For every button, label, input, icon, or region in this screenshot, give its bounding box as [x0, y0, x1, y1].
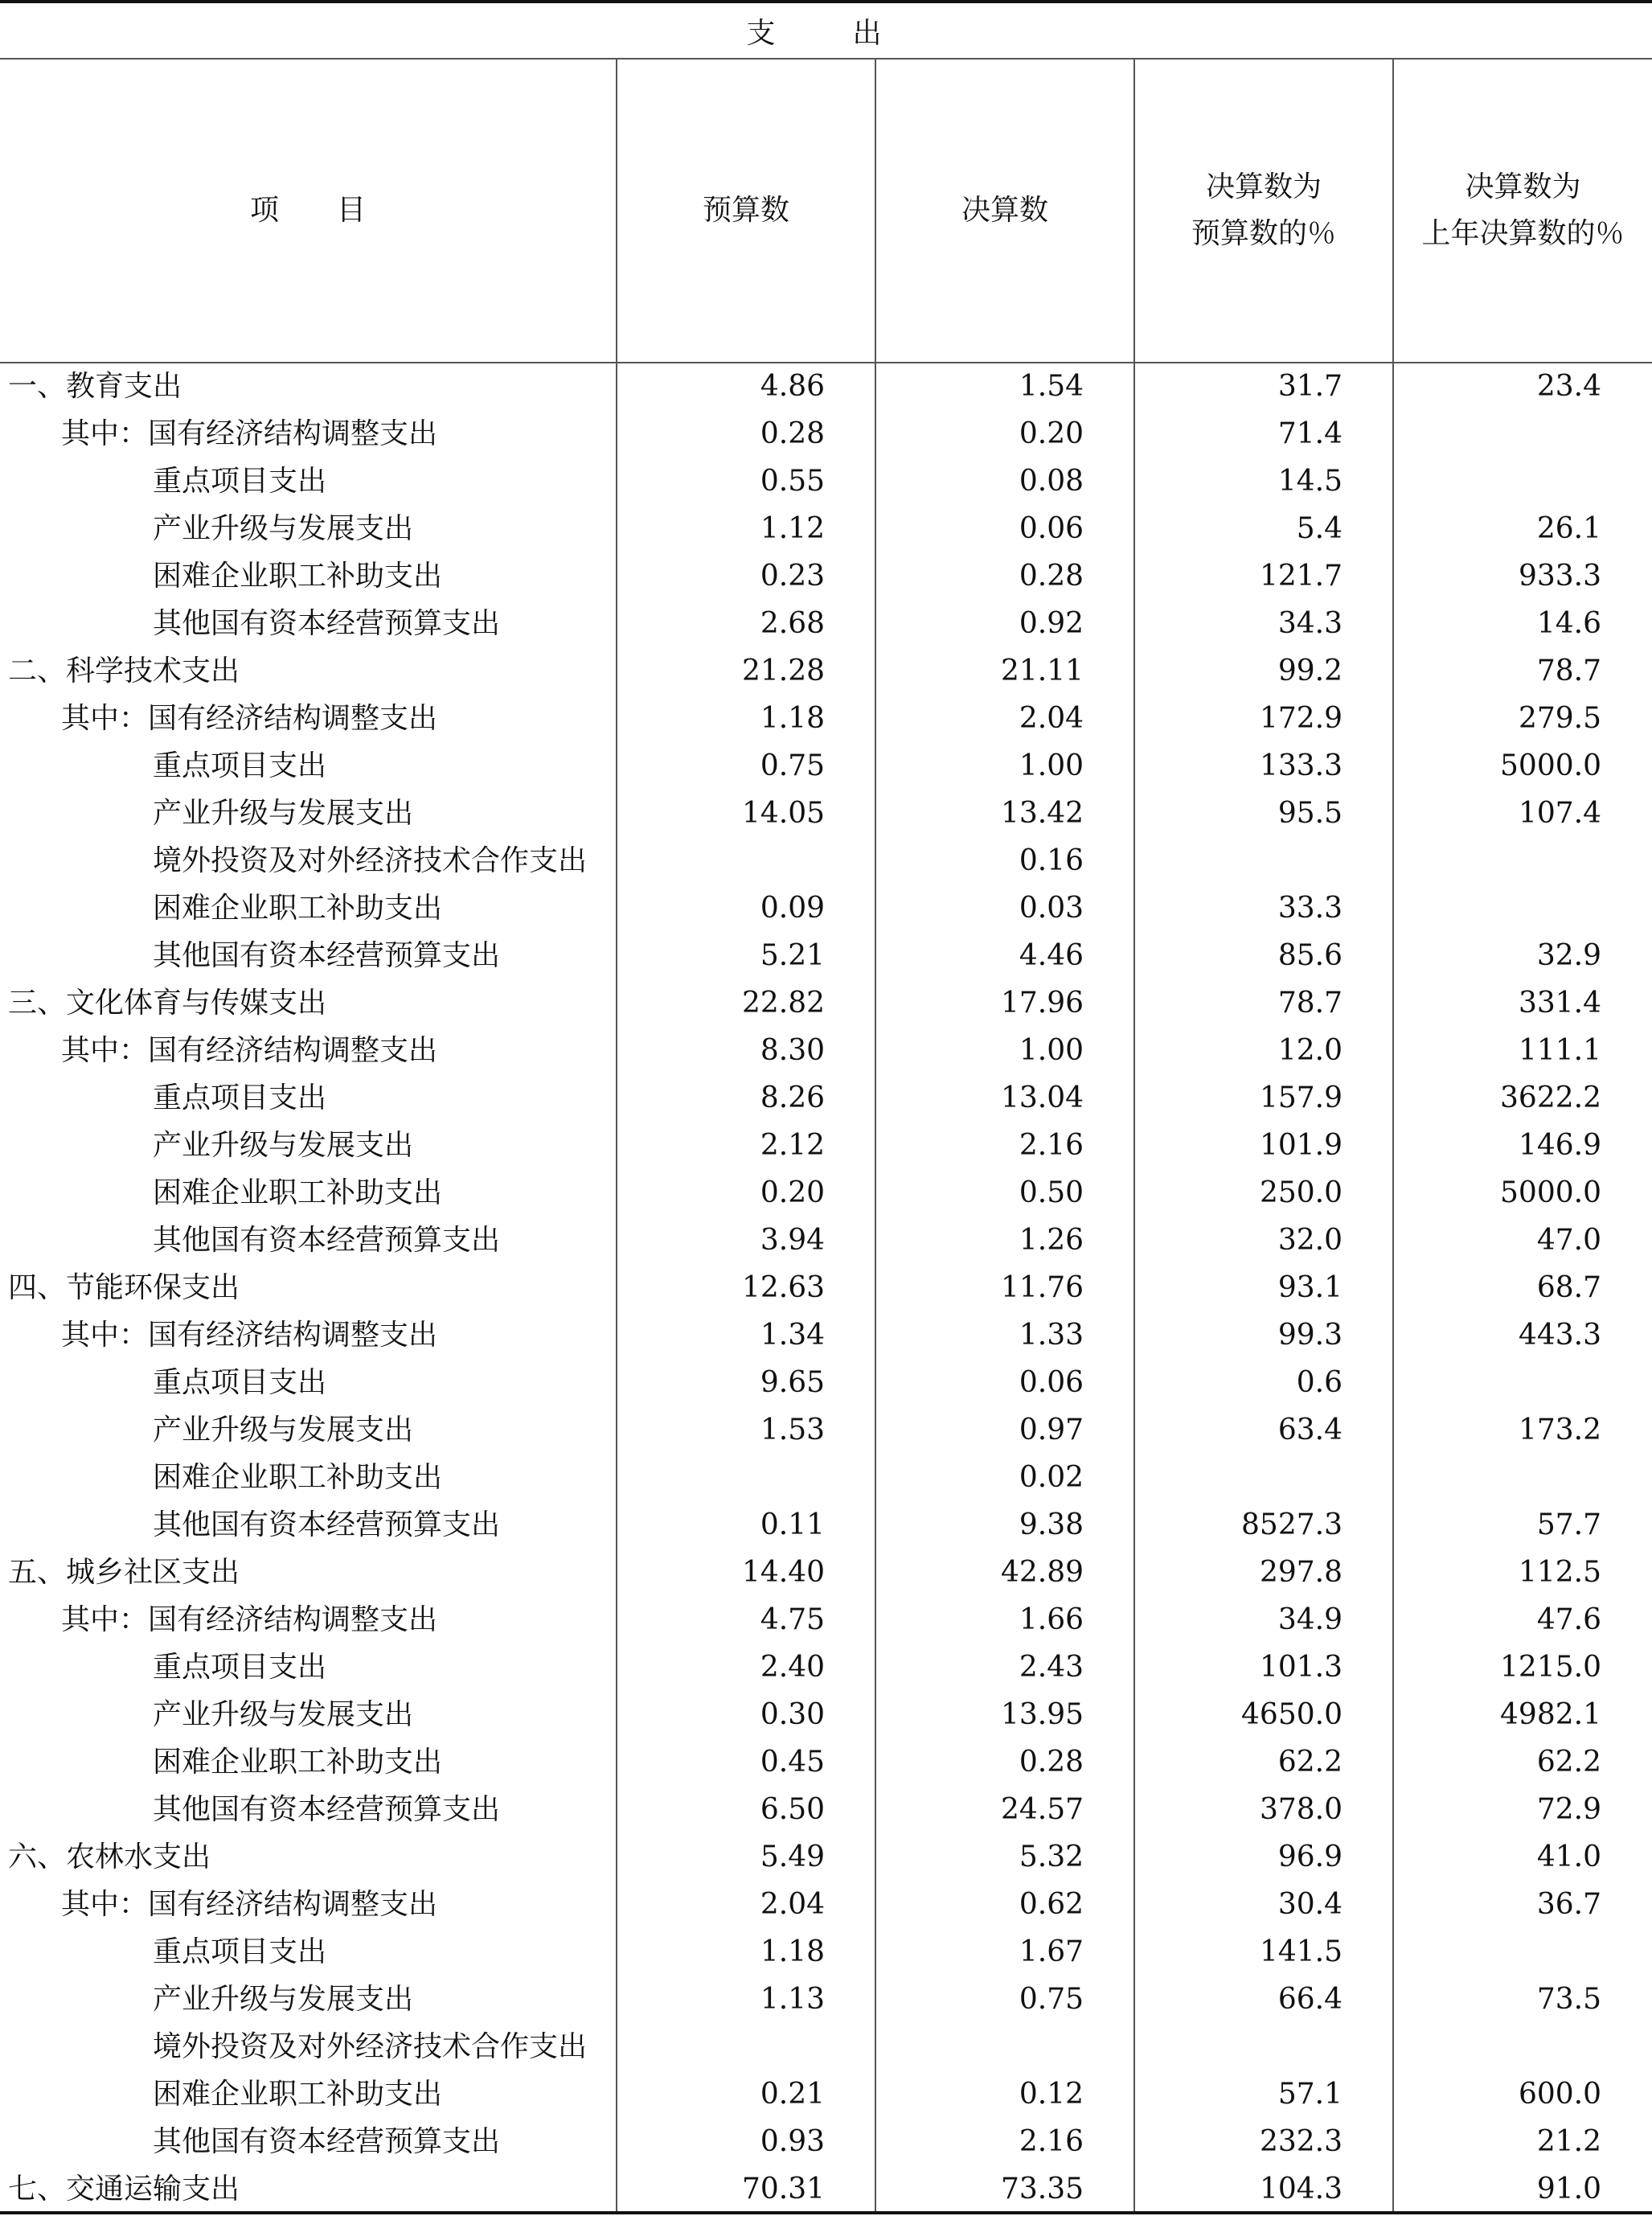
budget-cell: 3.94 — [760, 1224, 825, 1257]
final-cell: 21.11 — [1000, 655, 1084, 687]
final-cell: 2.16 — [1019, 1129, 1084, 1162]
pct-prev-cell: 57.7 — [1536, 1508, 1601, 1541]
row-item-cell: 重点项目支出 — [153, 465, 327, 498]
header-item: 项 目 — [249, 194, 366, 227]
row-item-cell: 产业升级与发展支出 — [153, 1129, 414, 1162]
row-item-cell: 其中：国有经济结构调整支出 — [61, 417, 438, 450]
row-item-cell: 其中：国有经济结构调整支出 — [61, 1603, 438, 1636]
row-item-cell: 困难企业职工补助支出 — [153, 1461, 443, 1494]
row-item-cell: 其中：国有经济结构调整支出 — [61, 1319, 438, 1352]
table-row — [0, 837, 1652, 884]
final-cell: 0.06 — [1019, 1366, 1084, 1399]
row-item-cell: 其他国有资本经营预算支出 — [153, 1508, 501, 1541]
budget-cell: 0.09 — [760, 892, 825, 925]
pct-prev-cell: 5000.0 — [1500, 749, 1601, 782]
table-row — [0, 1928, 1652, 1976]
final-cell: 4.46 — [1019, 939, 1084, 972]
budget-cell: 0.11 — [760, 1508, 825, 1541]
pct-budget-cell: 4650.0 — [1241, 1698, 1343, 1731]
budget-cell: 1.12 — [760, 512, 825, 545]
budget-cell: 0.45 — [760, 1746, 825, 1779]
table-row — [0, 932, 1652, 979]
final-cell: 0.02 — [1019, 1461, 1084, 1494]
table-row — [0, 1596, 1652, 1644]
final-cell: 2.43 — [1019, 1651, 1084, 1684]
budget-cell: 0.93 — [760, 2125, 825, 2158]
pct-budget-cell: 157.9 — [1259, 1081, 1343, 1114]
table-row — [0, 552, 1652, 600]
table-row — [0, 695, 1652, 742]
budget-cell: 8.26 — [760, 1081, 825, 1114]
pct-prev-cell: 443.3 — [1518, 1319, 1601, 1352]
budget-cell: 0.75 — [760, 749, 825, 782]
table-row — [0, 363, 1652, 410]
table-row — [0, 790, 1652, 837]
row-item-cell: 其中：国有经济结构调整支出 — [61, 1888, 438, 1921]
row-item-cell: 七、交通运输支出 — [8, 2173, 240, 2206]
row-item-cell: 重点项目支出 — [153, 1081, 327, 1114]
budget-cell: 14.05 — [741, 797, 825, 830]
pct-budget-cell: 31.7 — [1277, 370, 1343, 403]
budget-cell: 2.04 — [760, 1888, 825, 1921]
table-row — [0, 1264, 1652, 1311]
final-cell: 0.20 — [1019, 417, 1084, 450]
table-row — [0, 1786, 1652, 1833]
pct-prev-cell: 78.7 — [1536, 655, 1601, 687]
table-row — [0, 410, 1652, 458]
budget-cell: 21.28 — [741, 655, 825, 687]
pct-budget-cell: 14.5 — [1277, 465, 1343, 498]
pct-prev-cell: 14.6 — [1536, 607, 1601, 640]
final-cell: 0.62 — [1019, 1888, 1084, 1921]
final-cell: 0.06 — [1019, 512, 1084, 545]
table-row — [0, 1122, 1652, 1169]
budget-cell: 1.34 — [760, 1319, 825, 1352]
budget-cell: 8.30 — [760, 1034, 825, 1067]
table-row — [0, 1311, 1652, 1359]
pct-budget-cell: 133.3 — [1259, 749, 1343, 782]
table-row — [0, 1169, 1652, 1217]
final-cell: 1.66 — [1019, 1603, 1084, 1636]
final-cell: 0.50 — [1019, 1176, 1084, 1209]
table-row — [0, 600, 1652, 647]
final-cell: 0.28 — [1019, 1746, 1084, 1779]
header-pct-prev: 决算数为 上年决算数的％ — [1421, 170, 1625, 250]
row-item-cell: 境外投资及对外经济技术合作支出 — [153, 2030, 588, 2063]
pct-prev-cell: 5000.0 — [1500, 1176, 1601, 1209]
pct-prev-cell: 933.3 — [1518, 560, 1601, 593]
budget-cell: 0.28 — [760, 417, 825, 450]
budget-cell: 0.23 — [760, 560, 825, 593]
row-item-cell: 三、文化体育与传媒支出 — [8, 987, 327, 1020]
pct-budget-cell: 5.4 — [1296, 512, 1343, 545]
table-row — [0, 2023, 1652, 2070]
final-cell: 0.97 — [1019, 1414, 1084, 1447]
row-item-cell: 产业升级与发展支出 — [153, 1698, 414, 1731]
table-row — [0, 979, 1652, 1027]
budget-cell: 1.13 — [760, 1983, 825, 2016]
pct-prev-cell: 1215.0 — [1500, 1651, 1601, 1684]
row-item-cell: 五、城乡社区支出 — [8, 1556, 240, 1589]
table-row — [0, 742, 1652, 790]
table-row — [0, 1738, 1652, 1786]
table-row — [0, 1406, 1652, 1454]
row-item-cell: 四、节能环保支出 — [8, 1271, 240, 1304]
header-pct-budget: 决算数为 预算数的％ — [1191, 170, 1336, 250]
pct-budget-cell: 63.4 — [1277, 1414, 1343, 1447]
pct-budget-cell: 99.2 — [1277, 655, 1343, 687]
pct-budget-cell: 99.3 — [1277, 1319, 1343, 1352]
pct-prev-cell: 47.6 — [1536, 1603, 1601, 1636]
row-item-cell: 二、科学技术支出 — [8, 655, 240, 687]
table-row — [0, 1074, 1652, 1122]
final-cell: 24.57 — [1000, 1793, 1084, 1826]
budget-cell: 9.65 — [760, 1366, 825, 1399]
pct-budget-cell: 30.4 — [1277, 1888, 1343, 1921]
row-item-cell: 重点项目支出 — [153, 1366, 327, 1399]
pct-prev-cell: 72.9 — [1536, 1793, 1601, 1826]
final-cell: 1.67 — [1019, 1935, 1084, 1968]
table-row — [0, 2070, 1652, 2118]
pct-budget-cell: 297.8 — [1259, 1556, 1343, 1589]
table-row — [0, 1549, 1652, 1596]
bottom-rule — [0, 2211, 1652, 2214]
table-row — [0, 884, 1652, 932]
table-row — [0, 1217, 1652, 1264]
pct-prev-cell: 146.9 — [1518, 1129, 1601, 1162]
row-item-cell: 困难企业职工补助支出 — [153, 1746, 443, 1779]
pct-budget-cell: 93.1 — [1277, 1271, 1343, 1304]
row-item-cell: 困难企业职工补助支出 — [153, 560, 443, 593]
pct-prev-cell: 36.7 — [1536, 1888, 1601, 1921]
pct-prev-cell: 68.7 — [1536, 1271, 1601, 1304]
row-item-cell: 其他国有资本经营预算支出 — [153, 607, 501, 640]
budget-cell: 4.75 — [760, 1603, 825, 1636]
final-cell: 11.76 — [1000, 1271, 1084, 1304]
row-item-cell: 境外投资及对外经济技术合作支出 — [153, 844, 588, 877]
table-row — [0, 2118, 1652, 2165]
table-row — [0, 1501, 1652, 1549]
pct-budget-cell: 101.9 — [1259, 1129, 1343, 1162]
row-item-cell: 重点项目支出 — [153, 1651, 327, 1684]
table-row — [0, 1691, 1652, 1738]
final-cell: 1.54 — [1019, 370, 1084, 403]
pct-budget-cell: 250.0 — [1259, 1176, 1343, 1209]
pct-prev-cell: 4982.1 — [1500, 1698, 1601, 1731]
pct-budget-cell: 0.6 — [1296, 1366, 1343, 1399]
pct-budget-cell: 232.3 — [1259, 2125, 1343, 2158]
pct-budget-cell: 95.5 — [1277, 797, 1343, 830]
pct-budget-cell: 121.7 — [1259, 560, 1343, 593]
pct-budget-cell: 34.9 — [1277, 1603, 1343, 1636]
row-item-cell: 其他国有资本经营预算支出 — [153, 939, 501, 972]
pct-budget-cell: 33.3 — [1277, 892, 1343, 925]
final-cell: 1.26 — [1019, 1224, 1084, 1257]
row-item-cell: 困难企业职工补助支出 — [153, 2078, 443, 2111]
row-item-cell: 困难企业职工补助支出 — [153, 892, 443, 925]
budget-cell: 1.53 — [760, 1414, 825, 1447]
row-item-cell: 六、农林水支出 — [8, 1841, 211, 1873]
pct-prev-cell: 32.9 — [1536, 939, 1601, 972]
row-item-cell: 困难企业职工补助支出 — [153, 1176, 443, 1209]
budget-cell: 70.31 — [741, 2173, 825, 2206]
pct-budget-cell: 172.9 — [1259, 702, 1343, 735]
final-cell: 42.89 — [1000, 1556, 1084, 1589]
pct-budget-cell: 78.7 — [1277, 987, 1343, 1020]
row-item-cell: 其中：国有经济结构调整支出 — [61, 1034, 438, 1067]
final-cell: 1.00 — [1019, 749, 1084, 782]
pct-prev-cell: 111.1 — [1518, 1034, 1601, 1067]
final-cell: 5.32 — [1019, 1841, 1084, 1873]
table-row — [0, 505, 1652, 552]
budget-cell: 0.55 — [760, 465, 825, 498]
final-cell: 1.00 — [1019, 1034, 1084, 1067]
table-row — [0, 1881, 1652, 1928]
pct-prev-cell: 331.4 — [1518, 987, 1601, 1020]
pct-prev-cell: 279.5 — [1518, 702, 1601, 735]
final-cell: 2.04 — [1019, 702, 1084, 735]
table-row — [0, 647, 1652, 695]
pct-budget-cell: 101.3 — [1259, 1651, 1343, 1684]
row-item-cell: 产业升级与发展支出 — [153, 512, 414, 545]
final-cell: 0.08 — [1019, 465, 1084, 498]
pct-prev-cell: 173.2 — [1518, 1414, 1601, 1447]
final-cell: 0.28 — [1019, 560, 1084, 593]
final-cell: 2.16 — [1019, 2125, 1084, 2158]
pct-prev-cell: 41.0 — [1536, 1841, 1601, 1873]
pct-prev-cell: 23.4 — [1536, 370, 1601, 403]
pct-prev-cell: 73.5 — [1536, 1983, 1601, 2016]
pct-prev-cell: 47.0 — [1536, 1224, 1601, 1257]
pct-prev-cell: 112.5 — [1518, 1556, 1601, 1589]
row-item-cell: 其他国有资本经营预算支出 — [153, 2125, 501, 2158]
budget-cell: 6.50 — [760, 1793, 825, 1826]
pct-prev-cell: 600.0 — [1518, 2078, 1601, 2111]
pct-budget-cell: 34.3 — [1277, 607, 1343, 640]
header-budget: 预算数 — [702, 194, 789, 227]
budget-cell: 22.82 — [741, 987, 825, 1020]
final-cell: 13.04 — [1000, 1081, 1084, 1114]
pct-budget-cell: 57.1 — [1277, 2078, 1343, 2111]
final-cell: 17.96 — [1000, 987, 1084, 1020]
final-cell: 0.16 — [1019, 844, 1084, 877]
row-item-cell: 其他国有资本经营预算支出 — [153, 1224, 501, 1257]
pct-budget-cell: 12.0 — [1277, 1034, 1343, 1067]
budget-cell: 1.18 — [760, 702, 825, 735]
budget-cell: 5.21 — [760, 939, 825, 972]
final-cell: 73.35 — [1000, 2173, 1084, 2206]
pct-prev-cell: 62.2 — [1536, 1746, 1601, 1779]
pct-budget-cell: 71.4 — [1277, 417, 1343, 450]
budget-cell: 0.30 — [760, 1698, 825, 1731]
table-row — [0, 1976, 1652, 2023]
row-item-cell: 产业升级与发展支出 — [153, 797, 414, 830]
budget-cell: 2.12 — [760, 1129, 825, 1162]
pct-prev-cell: 26.1 — [1536, 512, 1601, 545]
table-row — [0, 2165, 1652, 2213]
final-cell: 13.95 — [1000, 1698, 1084, 1731]
table-row — [0, 458, 1652, 505]
final-cell: 0.03 — [1019, 892, 1084, 925]
row-item-cell: 其中：国有经济结构调整支出 — [61, 702, 438, 735]
pct-budget-cell: 378.0 — [1259, 1793, 1343, 1826]
budget-cell: 5.49 — [760, 1841, 825, 1873]
final-cell: 0.92 — [1019, 607, 1084, 640]
pct-budget-cell: 85.6 — [1277, 939, 1343, 972]
budget-cell: 1.18 — [760, 1935, 825, 1968]
row-item-cell: 产业升级与发展支出 — [153, 1983, 414, 2016]
pct-budget-cell: 66.4 — [1277, 1983, 1343, 2016]
final-cell: 0.75 — [1019, 1983, 1084, 2016]
budget-cell: 0.21 — [760, 2078, 825, 2111]
final-cell: 13.42 — [1000, 797, 1084, 830]
row-item-cell: 一、教育支出 — [8, 370, 182, 403]
table-row — [0, 1454, 1652, 1501]
table-row — [0, 1359, 1652, 1406]
final-cell: 9.38 — [1019, 1508, 1084, 1541]
row-item-cell: 重点项目支出 — [153, 749, 327, 782]
budget-cell: 0.20 — [760, 1176, 825, 1209]
budget-cell: 14.40 — [741, 1556, 825, 1589]
row-item-cell: 产业升级与发展支出 — [153, 1414, 414, 1447]
table-title: 支 出 — [746, 16, 906, 50]
pct-budget-cell: 104.3 — [1259, 2173, 1343, 2206]
table-row — [0, 1644, 1652, 1691]
pct-prev-cell: 91.0 — [1536, 2173, 1601, 2206]
budget-cell: 2.68 — [760, 607, 825, 640]
pct-budget-cell: 96.9 — [1277, 1841, 1343, 1873]
row-item-cell: 其他国有资本经营预算支出 — [153, 1793, 501, 1826]
pct-budget-cell: 32.0 — [1277, 1224, 1343, 1257]
pct-budget-cell: 141.5 — [1259, 1935, 1343, 1968]
budget-cell: 2.40 — [760, 1651, 825, 1684]
final-cell: 0.12 — [1019, 2078, 1084, 2111]
header-final: 决算数 — [961, 194, 1048, 227]
pct-prev-cell: 3622.2 — [1500, 1081, 1601, 1114]
row-item-cell: 重点项目支出 — [153, 1935, 327, 1968]
budget-cell: 4.86 — [760, 370, 825, 403]
pct-budget-cell: 62.2 — [1277, 1746, 1343, 1779]
pct-prev-cell: 21.2 — [1536, 2125, 1601, 2158]
budget-cell: 12.63 — [741, 1271, 825, 1304]
pct-budget-cell: 8527.3 — [1241, 1508, 1343, 1541]
table-row — [0, 1833, 1652, 1881]
pct-prev-cell: 107.4 — [1518, 797, 1601, 830]
table-row — [0, 1027, 1652, 1074]
final-cell: 1.33 — [1019, 1319, 1084, 1352]
